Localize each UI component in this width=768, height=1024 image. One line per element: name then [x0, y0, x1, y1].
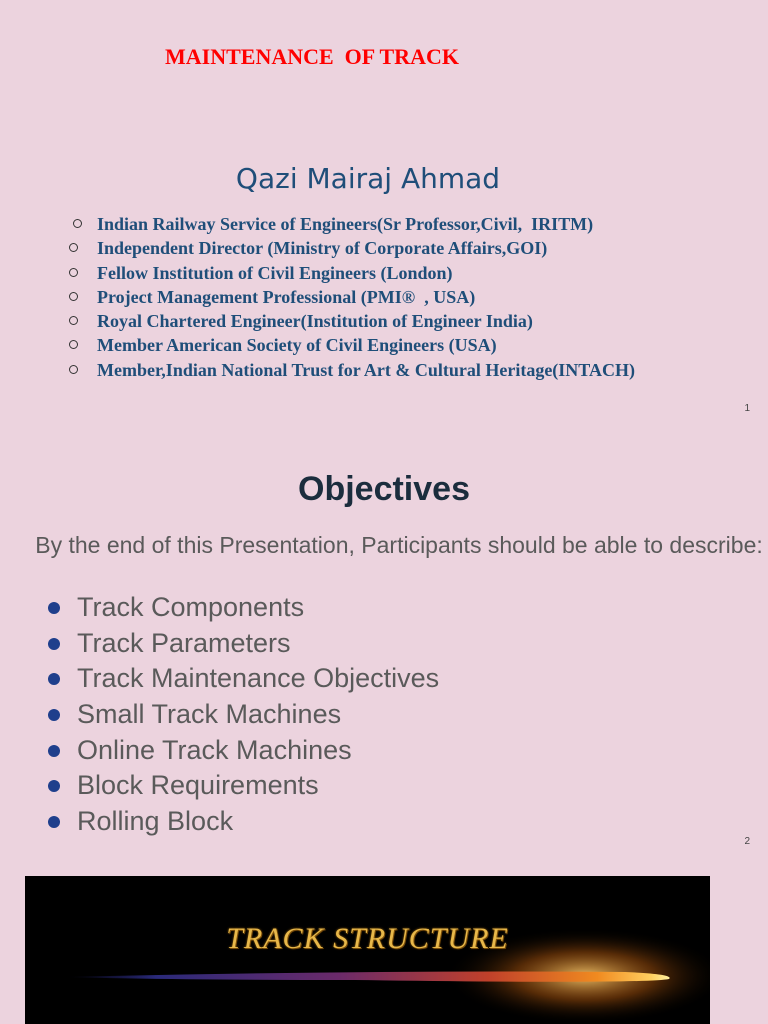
objective-text: Small Track Machines [77, 699, 342, 730]
credential-item [66, 358, 635, 382]
streak-shape [65, 972, 670, 982]
objective-item [46, 804, 439, 840]
objective-text: Block Requirements [77, 770, 319, 801]
objective-text: Online Track Machines [77, 734, 352, 765]
filled-circle-bullet-icon [48, 673, 60, 685]
slide-3 [25, 876, 710, 1024]
filled-circle-bullet-icon [48, 745, 60, 757]
objective-item [46, 697, 439, 733]
hollow-circle-bullet-icon [73, 219, 82, 228]
credential-item [66, 212, 635, 236]
hollow-circle-bullet-icon [69, 316, 78, 325]
objective-text: Track Components [77, 592, 305, 622]
credential-item [66, 333, 635, 357]
filled-circle-bullet-icon [48, 780, 60, 792]
credentials-list [66, 212, 635, 382]
filled-circle-bullet-icon [48, 709, 60, 721]
objective-text: Track Maintenance Objectives [77, 663, 440, 694]
slide-heading: MAINTENANCE OF TRACK [165, 44, 459, 69]
author-name: Qazi Mairaj Ahmad [235, 162, 501, 195]
credential-item [66, 236, 635, 260]
objective-item [46, 661, 439, 697]
credential-text: Indian Railway Service of Engineers(Sr Professor,Civil, IRITM) [97, 214, 594, 234]
slide-title: Objectives [298, 470, 470, 508]
objective-item [46, 768, 439, 804]
credential-text: Royal Chartered Engineer(Institution of Engineer India) [97, 311, 533, 332]
objective-item [46, 626, 439, 662]
objectives-list [46, 590, 439, 840]
hollow-circle-bullet-icon [69, 268, 78, 277]
credential-text: Member American Society of Civil Engineers (USA) [97, 335, 497, 356]
hollow-circle-bullet-icon [69, 292, 78, 301]
objective-text: Track Parameters [77, 627, 291, 658]
credential-text: Member,Indian National Trust for Art & Cultural Heritage(INTACH) [97, 359, 635, 380]
objective-text: Rolling Block [77, 806, 234, 837]
filled-circle-bullet-icon [48, 816, 60, 828]
credential-text: Fellow Institution of Civil Engineers (London) [97, 262, 453, 283]
filled-circle-bullet-icon [48, 638, 60, 650]
slide-title: TRACK STRUCTURE [226, 922, 509, 955]
credential-item [66, 285, 635, 309]
credential-text: Project Management Professional (PMI® , USA) [97, 286, 476, 307]
credential-item [66, 309, 635, 333]
slide-2 [0, 430, 768, 860]
credential-item [66, 261, 635, 285]
slide-1 [0, 0, 768, 430]
hollow-circle-bullet-icon [69, 340, 78, 349]
page-number: 1 [744, 403, 750, 414]
hollow-circle-bullet-icon [69, 365, 78, 374]
page-number: 2 [744, 836, 750, 847]
objective-item [46, 590, 439, 626]
intro-text: By the end of this Presentation, Participants should be able to describe: [35, 532, 763, 558]
filled-circle-bullet-icon [48, 602, 60, 614]
credential-text: Independent Director (Ministry of Corporate Affairs,GOI) [97, 238, 548, 259]
hollow-circle-bullet-icon [69, 243, 78, 252]
objective-item [46, 733, 439, 769]
